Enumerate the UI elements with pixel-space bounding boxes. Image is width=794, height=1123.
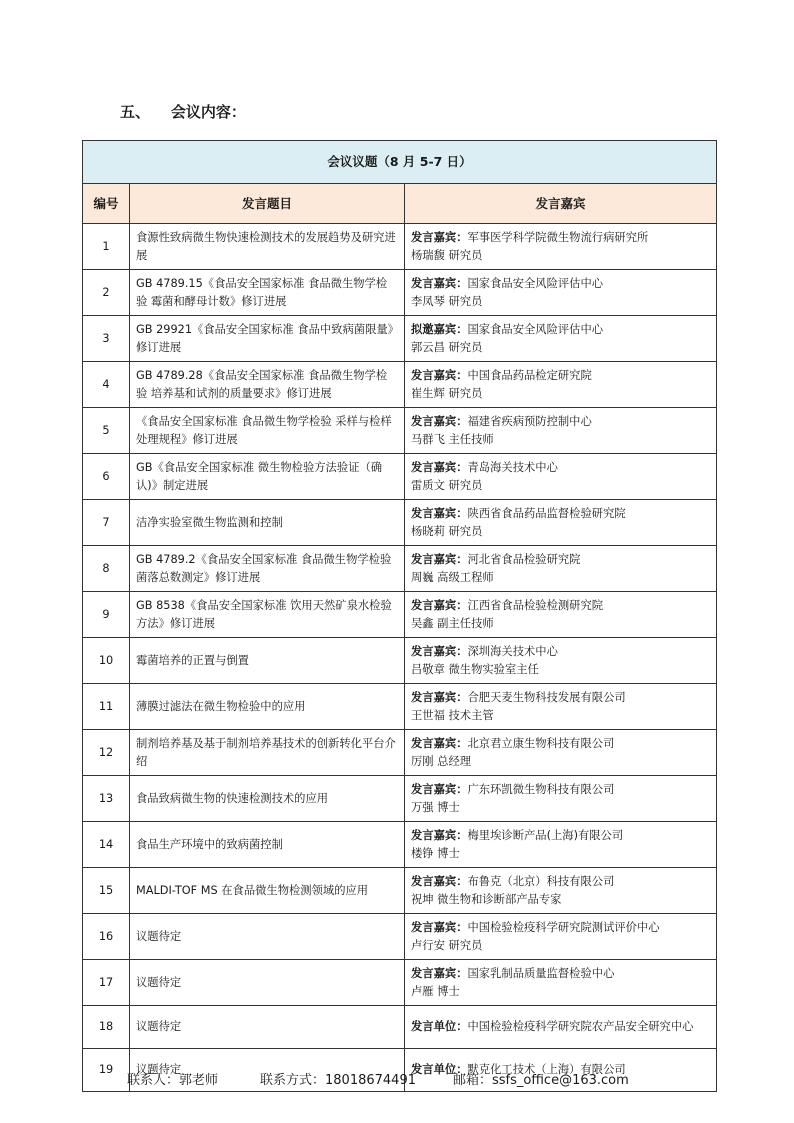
row-number: 14 <box>83 822 130 868</box>
speaker-role: 发言嘉宾： <box>411 828 468 842</box>
speaker-line <box>411 781 710 799</box>
speaker-role: 发言嘉宾： <box>411 552 468 566</box>
speaker-line <box>411 689 710 707</box>
speaker-role: 发言嘉宾： <box>411 460 468 474</box>
table-row <box>83 546 717 592</box>
row-topic: 食源性致病微生物快速检测技术的发展趋势及研究进展 <box>130 224 405 270</box>
speaker-role: 发言嘉宾： <box>411 230 468 244</box>
speaker-line <box>411 321 710 339</box>
speaker-name: 万强 博士 <box>411 800 460 814</box>
row-number: 2 <box>83 270 130 316</box>
speaker-organization: 广东环凯微生物科技有限公司 <box>467 782 615 796</box>
speaker-organization: 国家食品安全风险评估中心 <box>467 276 604 290</box>
row-speaker <box>405 270 717 316</box>
speaker-organization: 布鲁克（北京）科技有限公司 <box>467 874 615 888</box>
row-topic: GB 4789.28《食品安全国家标准 食品微生物学检验 培养基和试剂的质量要求》修订进展 <box>130 362 405 408</box>
agenda-table <box>82 140 717 1092</box>
table-row <box>83 270 717 316</box>
row-number: 6 <box>83 454 130 500</box>
speaker-organization: 福建省疾病预防控制中心 <box>467 414 592 428</box>
table-row <box>83 1006 717 1049</box>
speaker-role: 发言嘉宾： <box>411 874 468 888</box>
table-row <box>83 730 717 776</box>
row-number: 11 <box>83 684 130 730</box>
speaker-organization: 中国食品药品检定研究院 <box>467 368 592 382</box>
table-row <box>83 868 717 914</box>
table-row <box>83 362 717 408</box>
speaker-organization: 国家食品安全风险评估中心 <box>467 322 604 336</box>
row-number: 12 <box>83 730 130 776</box>
speaker-organization: 深圳海关技术中心 <box>467 644 558 658</box>
speaker-role: 发言嘉宾： <box>411 966 468 980</box>
table-row <box>83 776 717 822</box>
speaker-role: 发言嘉宾： <box>411 782 468 796</box>
footer-phone: 联系方式：18018674491 <box>260 1073 416 1088</box>
speaker-role: 发言嘉宾： <box>411 690 468 704</box>
speaker-line <box>411 597 710 615</box>
row-number: 7 <box>83 500 130 546</box>
row-speaker <box>405 316 717 362</box>
row-number: 4 <box>83 362 130 408</box>
row-number: 10 <box>83 638 130 684</box>
speaker-organization: 默克化工技术（上海）有限公司 <box>467 1063 626 1076</box>
header-number: 编号 <box>83 184 130 224</box>
row-number: 19 <box>83 1049 130 1092</box>
row-topic: 议题待定 <box>130 1049 405 1092</box>
row-speaker <box>405 868 717 914</box>
speaker-organization: 江西省食品检验检测研究院 <box>467 598 604 612</box>
speaker-line <box>411 643 710 661</box>
row-speaker <box>405 546 717 592</box>
row-number: 3 <box>83 316 130 362</box>
speaker-line <box>411 459 710 477</box>
row-speaker <box>405 638 717 684</box>
row-speaker <box>405 500 717 546</box>
row-number: 1 <box>83 224 130 270</box>
table-row <box>83 408 717 454</box>
speaker-name: 祝坤 微生物和诊断部产品专家 <box>411 892 562 906</box>
row-speaker <box>405 1006 717 1049</box>
row-speaker <box>405 454 717 500</box>
speaker-line <box>411 275 710 293</box>
speaker-role: 拟邀嘉宾： <box>411 322 468 336</box>
row-topic: MALDI-TOF MS 在食品微生物检测领域的应用 <box>130 868 405 914</box>
row-speaker <box>405 362 717 408</box>
speaker-name: 吴鑫 副主任技师 <box>411 616 494 630</box>
row-speaker <box>405 730 717 776</box>
row-topic: 薄膜过滤法在微生物检验中的应用 <box>130 684 405 730</box>
agenda-body <box>83 224 717 1092</box>
speaker-name: 楼铮 博士 <box>411 846 460 860</box>
table-row <box>83 638 717 684</box>
speaker-organization: 青岛海关技术中心 <box>467 460 558 474</box>
table-row <box>83 592 717 638</box>
table-row <box>83 684 717 730</box>
row-number: 5 <box>83 408 130 454</box>
row-topic: 议题待定 <box>130 1006 405 1049</box>
row-topic: 洁净实验室微生物监测和控制 <box>130 500 405 546</box>
speaker-name: 周巍 高级工程师 <box>411 570 494 584</box>
speaker-organization: 陕西省食品药品监督检验研究院 <box>467 506 626 520</box>
table-row <box>83 960 717 1006</box>
speaker-line <box>411 367 710 385</box>
row-topic: 议题待定 <box>130 960 405 1006</box>
speaker-line <box>411 873 710 891</box>
row-speaker <box>405 914 717 960</box>
speaker-name: 杨晓莉 研究员 <box>411 524 483 538</box>
speaker-line <box>411 1018 710 1036</box>
speaker-line <box>411 827 710 845</box>
speaker-organization: 北京君立康生物科技有限公司 <box>467 736 615 750</box>
row-speaker <box>405 684 717 730</box>
speaker-name: 马群飞 主任技师 <box>411 432 494 446</box>
row-number: 9 <box>83 592 130 638</box>
footer-contact: 联系人：郭老师 <box>127 1073 219 1088</box>
speaker-role: 发言嘉宾： <box>411 506 468 520</box>
row-topic: 议题待定 <box>130 914 405 960</box>
speaker-line <box>411 413 710 431</box>
row-number: 18 <box>83 1006 130 1049</box>
speaker-name: 卢行安 研究员 <box>411 938 483 952</box>
speaker-name: 吕敬章 微生物实验室主任 <box>411 662 539 676</box>
row-topic: GB 4789.2《食品安全国家标准 食品微生物学检验 菌落总数测定》修订进展 <box>130 546 405 592</box>
speaker-role: 发言嘉宾： <box>411 644 468 658</box>
row-topic: 《食品安全国家标准 食品微生物学检验 采样与检样处理规程》修订进展 <box>130 408 405 454</box>
row-topic: GB 29921《食品安全国家标准 食品中致病菌限量》修订进展 <box>130 316 405 362</box>
speaker-line <box>411 505 710 523</box>
speaker-name: 雷质文 研究员 <box>411 478 483 492</box>
footer-email: 邮箱：ssfs_office@163.com <box>453 1073 629 1088</box>
row-number: 8 <box>83 546 130 592</box>
row-number: 16 <box>83 914 130 960</box>
speaker-role: 发言嘉宾： <box>411 736 468 750</box>
speaker-role: 发言单位： <box>411 1020 468 1033</box>
table-row <box>83 822 717 868</box>
row-topic: GB《食品安全国家标准 微生物检验方法验证（确认)》制定进展 <box>130 454 405 500</box>
row-topic: 食品致病微生物的快速检测技术的应用 <box>130 776 405 822</box>
speaker-role: 发言嘉宾： <box>411 368 468 382</box>
row-speaker <box>405 592 717 638</box>
header-topic: 发言题目 <box>130 184 405 224</box>
table-row <box>83 224 717 270</box>
header-speaker: 发言嘉宾 <box>405 184 717 224</box>
speaker-organization: 国家乳制品质量监督检验中心 <box>467 966 615 980</box>
row-speaker <box>405 224 717 270</box>
speaker-organization: 梅里埃诊断产品(上海)有限公司 <box>467 828 624 842</box>
row-speaker <box>405 776 717 822</box>
speaker-line <box>411 919 710 937</box>
speaker-role: 发言嘉宾： <box>411 414 468 428</box>
speaker-name: 卢雁 博士 <box>411 984 460 998</box>
speaker-name: 厉刚 总经理 <box>411 754 472 768</box>
speaker-name: 崔生辉 研究员 <box>411 386 483 400</box>
row-topic: 霉菌培养的正置与倒置 <box>130 638 405 684</box>
speaker-organization: 中国检验检疫科学研究院农产品安全研究中心 <box>467 1020 694 1033</box>
speaker-line <box>411 965 710 983</box>
table-row <box>83 454 717 500</box>
speaker-line <box>411 735 710 753</box>
speaker-role: 发言单位： <box>411 1063 468 1076</box>
table-caption: 会议议题（8 月 5-7 日） <box>83 141 717 184</box>
row-speaker <box>405 822 717 868</box>
row-topic: GB 4789.15《食品安全国家标准 食品微生物学检验 霉菌和酵母计数》修订进展 <box>130 270 405 316</box>
speaker-role: 发言嘉宾： <box>411 598 468 612</box>
speaker-organization: 军事医学科学院微生物流行病研究所 <box>467 230 649 244</box>
speaker-name: 王世福 技术主管 <box>411 708 494 722</box>
speaker-role: 发言嘉宾： <box>411 276 468 290</box>
row-topic: 制剂培养基及基于制剂培养基技术的创新转化平台介绍 <box>130 730 405 776</box>
speaker-organization: 河北省食品检验研究院 <box>467 552 581 566</box>
speaker-organization: 中国检验检疫科学研究院测试评价中心 <box>467 920 660 934</box>
speaker-organization: 合肥天麦生物科技发展有限公司 <box>467 690 626 704</box>
speaker-name: 李凤琴 研究员 <box>411 294 483 308</box>
speaker-line <box>411 229 710 247</box>
speaker-line <box>411 551 710 569</box>
speaker-role: 发言嘉宾： <box>411 920 468 934</box>
speaker-name: 郭云昌 研究员 <box>411 340 483 354</box>
row-number: 17 <box>83 960 130 1006</box>
row-topic: 食品生产环境中的致病菌控制 <box>130 822 405 868</box>
table-row <box>83 914 717 960</box>
table-row <box>83 500 717 546</box>
row-topic: GB 8538《食品安全国家标准 饮用天然矿泉水检验方法》修订进展 <box>130 592 405 638</box>
row-number: 15 <box>83 868 130 914</box>
row-speaker <box>405 408 717 454</box>
table-row <box>83 316 717 362</box>
section-heading: 五、 会议内容： <box>120 103 246 121</box>
speaker-name: 杨瑞馥 研究员 <box>411 248 483 262</box>
row-speaker <box>405 960 717 1006</box>
row-number: 13 <box>83 776 130 822</box>
